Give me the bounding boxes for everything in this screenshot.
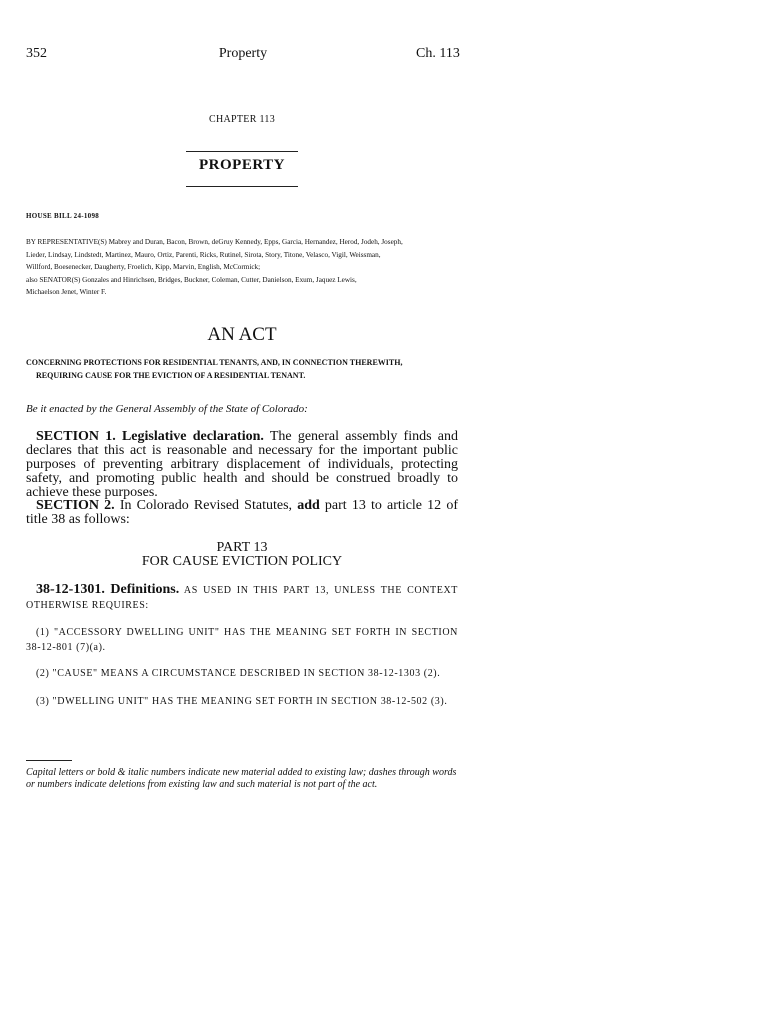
chapter-title: PROPERTY	[199, 157, 285, 173]
section-1-text: The general assembly finds and declares that this act is reasonable and necessary for the important public purposes of preventing arbitrary displacement of individuals, protecting safety, and promoting public health and should be construed broadly to achieve these purposes.	[26, 429, 458, 500]
definition-1	[26, 625, 458, 655]
definitions-section	[26, 583, 458, 613]
section-2-text-b: part 13 to article 12 of title 38 as follows:	[26, 498, 459, 527]
act-title: AN ACT	[207, 324, 277, 345]
bill-number: HOUSE BILL 24-1098	[26, 212, 100, 220]
sponsor-line: Michaelson Jenet, Winter F.	[26, 288, 107, 296]
sponsor-list	[26, 236, 462, 299]
definition-2	[26, 666, 458, 681]
part-title: FOR CAUSE EVICTION POLICY	[141, 554, 343, 569]
sponsor-line: BY REPRESENTATIVE(S) Mabrey and Duran, Bacon, Brown, deGruy Kennedy, Epps, Garcia, Hernandez, Herod, Jodeh, Joseph,	[26, 238, 403, 246]
chapter-label: CHAPTER 113	[209, 114, 275, 125]
section-2	[26, 499, 458, 527]
section-2-add: add	[297, 498, 320, 513]
part-number: PART 13	[216, 540, 268, 555]
page-number: 352	[26, 46, 47, 61]
act-summary	[26, 356, 462, 382]
enacting-clause: Be it enacted by the General Assembly of the State of Colorado:	[26, 403, 308, 415]
title-rule-top	[186, 151, 298, 152]
definition-3	[26, 694, 458, 709]
definition-1-text: (1) "ACCESSORY DWELLING UNIT" HAS THE MEANING SET FORTH IN SECTION 38-12-801 (7)(a).	[26, 627, 458, 653]
section-2-heading: SECTION 2.	[36, 498, 115, 513]
sponsor-line: Lieder, Lindsay, Lindstedt, Martinez, Mauro, Ortiz, Parenti, Ricks, Rutinel, Sirota, Story, Titone, Velasco, Vigil, Weissman,	[26, 250, 381, 259]
footnote-rule	[26, 760, 72, 761]
definition-2-text: (2) "CAUSE" MEANS A CIRCUMSTANCE DESCRIBED IN SECTION 38-12-1303 (2).	[36, 668, 441, 679]
footnote: Capital letters or bold & italic numbers indicate new material added to existing law; dashes through words or numbers indicate deletions from existing law and such material is not part of the act.	[26, 767, 457, 790]
act-summary-line: REQUIRING CAUSE FOR THE EVICTION OF A RESIDENTIAL TENANT.	[36, 371, 306, 380]
section-1	[26, 430, 458, 500]
sponsor-line: Willford, Boesenecker, Daugherty, Froelich, Kipp, Marvin, English, McCormick;	[26, 263, 261, 271]
definitions-heading: 38-12-1301. Definitions.	[36, 582, 180, 597]
section-1-heading: SECTION 1. Legislative declaration.	[36, 429, 264, 444]
section-2-text-a: In Colorado Revised Statutes,	[114, 498, 298, 513]
definition-3-text: (3) "DWELLING UNIT" HAS THE MEANING SET FORTH IN SECTION 38-12-502 (3).	[36, 696, 448, 707]
chapter-reference: Ch. 113	[416, 46, 460, 61]
definitions-intro: AS USED IN THIS PART 13, UNLESS THE CONTEXT OTHERWISE REQUIRES:	[26, 585, 458, 611]
sponsor-line: also SENATOR(S) Gonzales and Hinrichsen, Bridges, Buckner, Coleman, Cutter, Danielson, Exum, Jaquez Lewis,	[26, 275, 357, 284]
title-rule-bottom	[186, 186, 298, 187]
act-summary-line: CONCERNING PROTECTIONS FOR RESIDENTIAL TENANTS, AND, IN CONNECTION THEREWITH,	[26, 358, 403, 367]
running-title: Property	[218, 46, 268, 61]
